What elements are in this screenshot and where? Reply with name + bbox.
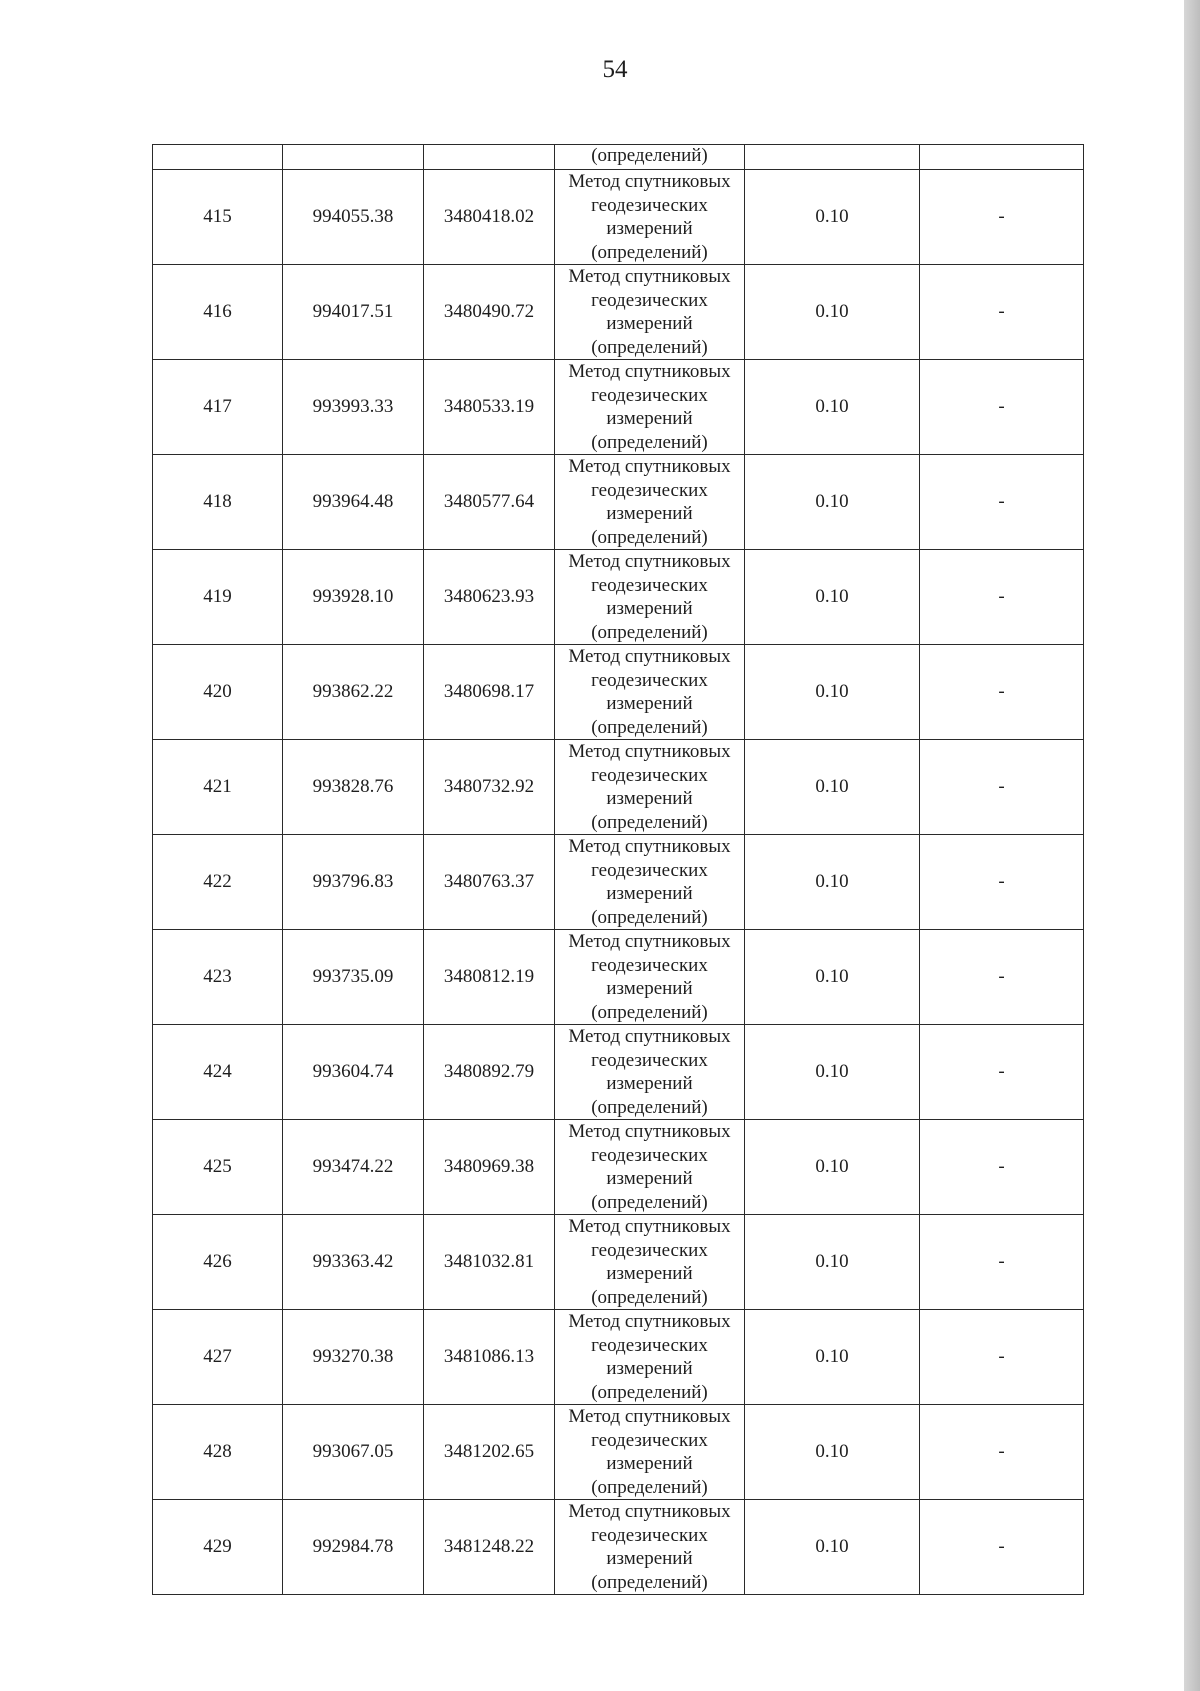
cell-note: - [920,1405,1084,1500]
method-text-line: геодезических [591,764,708,786]
cell-note: - [920,360,1084,455]
table-row [153,835,1084,930]
method-text-line: Метод спутниковых [568,1501,731,1522]
cell-point-number: 425 [153,1120,283,1215]
cell-note: - [920,1215,1084,1310]
method-text-line: геодезических [591,194,708,216]
method-text-line: (определений) [591,1286,708,1308]
method-text-line: (определений) [591,336,708,358]
cell-accuracy: 0.10 [745,1500,920,1595]
method-text-line: измерений [606,1358,693,1379]
cell-accuracy: 0.10 [745,835,920,930]
method-text-line: (определений) [591,1191,708,1213]
method-text-line: (определений) [591,241,708,263]
method-text-line: Метод спутниковых [568,741,731,762]
method-text-line: измерений [606,1548,693,1569]
cell-note: - [920,550,1084,645]
table-row [153,1120,1084,1215]
cell-y-coordinate: 3480892.79 [424,1025,555,1120]
cell-note: - [920,1025,1084,1120]
cell-method: (определений) [555,145,745,170]
cell-x-coordinate: 992984.78 [283,1500,424,1595]
method-text-line: Метод спутниковых [568,1216,731,1237]
method-text-line: геодезических [591,289,708,311]
method-text-line: Метод спутниковых [568,1311,731,1332]
cell-note: - [920,170,1084,265]
table-row [153,740,1084,835]
cell-y-coordinate: 3480533.19 [424,360,555,455]
cell-point-number: 427 [153,1310,283,1405]
method-text-line: Метод спутниковых [568,836,731,857]
cell-point-number: 415 [153,170,283,265]
table-row [153,1405,1084,1500]
method-text-line: геодезических [591,1049,708,1071]
cell-note: - [920,1310,1084,1405]
cell-method [555,645,745,740]
method-text-line: геодезических [591,384,708,406]
table-row [153,1310,1084,1405]
method-text-line: (определений) [591,431,708,453]
cell-method [555,170,745,265]
cell-accuracy: 0.10 [745,930,920,1025]
method-text-line: измерений [606,883,693,904]
method-text-line: измерений [606,1168,693,1189]
method-text-line: Метод спутниковых [568,931,731,952]
cell-accuracy: 0.10 [745,645,920,740]
method-text-line: Метод спутниковых [568,361,731,382]
cell-x-coordinate: 993604.74 [283,1025,424,1120]
cell-x-coordinate: 993067.05 [283,1405,424,1500]
method-text-line: геодезических [591,669,708,691]
cell-accuracy: 0.10 [745,550,920,645]
cell-y-coordinate [424,145,555,170]
method-text-line: измерений [606,408,693,429]
cell-x-coordinate: 993928.10 [283,550,424,645]
cell-point-number: 426 [153,1215,283,1310]
method-text-line: измерений [606,1263,693,1284]
cell-accuracy: 0.10 [745,455,920,550]
cell-x-coordinate: 993862.22 [283,645,424,740]
cell-method [555,1025,745,1120]
method-text-line: (определений) [591,1476,708,1498]
cell-point-number: 418 [153,455,283,550]
cell-accuracy: 0.10 [745,170,920,265]
table-row [153,930,1084,1025]
method-text-line: геодезических [591,1144,708,1166]
cell-accuracy: 0.10 [745,1310,920,1405]
cell-point-number [153,145,283,170]
method-text-line: геодезических [591,1524,708,1546]
method-text-line: (определений) [591,811,708,833]
method-text-line: Метод спутниковых [568,551,731,572]
cell-note: - [920,740,1084,835]
cell-x-coordinate: 993363.42 [283,1215,424,1310]
cell-method [555,265,745,360]
cell-y-coordinate: 3480969.38 [424,1120,555,1215]
cell-point-number: 421 [153,740,283,835]
cell-point-number: 422 [153,835,283,930]
cell-x-coordinate: 993270.38 [283,1310,424,1405]
method-text-line: измерений [606,313,693,334]
method-text-line: (определений) [591,621,708,643]
method-text-line: (определений) [591,526,708,548]
method-text-line: измерений [606,788,693,809]
method-text-line: Метод спутниковых [568,171,731,192]
table-row [153,265,1084,360]
table-row [153,1500,1084,1595]
method-text-line: геодезических [591,479,708,501]
cell-point-number: 419 [153,550,283,645]
cell-point-number: 420 [153,645,283,740]
method-text-line: Метод спутниковых [568,1406,731,1427]
method-text-line: Метод спутниковых [568,1026,731,1047]
cell-x-coordinate: 994017.51 [283,265,424,360]
cell-method [555,1215,745,1310]
cell-x-coordinate: 993993.33 [283,360,424,455]
cell-y-coordinate: 3480812.19 [424,930,555,1025]
method-text-line: измерений [606,218,693,239]
cell-y-coordinate: 3480698.17 [424,645,555,740]
method-text-line: измерений [606,598,693,619]
cell-accuracy: 0.10 [745,265,920,360]
page-number: 54 [602,56,628,83]
method-text-line: измерений [606,693,693,714]
method-text-line: геодезических [591,859,708,881]
cell-method [555,455,745,550]
cell-accuracy: 0.10 [745,360,920,455]
cell-method [555,1405,745,1500]
table-row [153,1025,1084,1120]
cell-x-coordinate: 993828.76 [283,740,424,835]
table-row [153,455,1084,550]
cell-y-coordinate: 3480490.72 [424,265,555,360]
method-text-line: геодезических [591,1334,708,1356]
method-text-line: геодезических [591,1239,708,1261]
method-text-line: Метод спутниковых [568,646,731,667]
table-continuation-row [153,145,1084,170]
method-text-line: (определений) [591,1571,708,1593]
cell-y-coordinate: 3480623.93 [424,550,555,645]
cell-note: - [920,1120,1084,1215]
cell-note: - [920,1500,1084,1595]
method-text-line: Метод спутниковых [568,266,731,287]
cell-y-coordinate: 3481202.65 [424,1405,555,1500]
method-text-line: измерений [606,503,693,524]
method-text-line: (определений) [591,716,708,738]
cell-x-coordinate: 993735.09 [283,930,424,1025]
table-row [153,1215,1084,1310]
method-text-line: измерений [606,1453,693,1474]
cell-x-coordinate: 993796.83 [283,835,424,930]
method-text-line: геодезических [591,1429,708,1451]
cell-y-coordinate: 3480732.92 [424,740,555,835]
cell-method [555,550,745,645]
cell-point-number: 423 [153,930,283,1025]
method-text-line: измерений [606,1073,693,1094]
cell-y-coordinate: 3481086.13 [424,1310,555,1405]
cell-note: - [920,455,1084,550]
method-text-line: измерений [606,978,693,999]
cell-method [555,740,745,835]
cell-y-coordinate: 3481032.81 [424,1215,555,1310]
cell-x-coordinate: 993964.48 [283,455,424,550]
cell-note: - [920,930,1084,1025]
table-row [153,360,1084,455]
cell-x-coordinate: 993474.22 [283,1120,424,1215]
cell-method [555,1120,745,1215]
table-row [153,550,1084,645]
method-text-line: (определений) [591,1096,708,1118]
cell-y-coordinate: 3480763.37 [424,835,555,930]
cell-point-number: 428 [153,1405,283,1500]
method-text-line: геодезических [591,574,708,596]
cell-method [555,930,745,1025]
cell-note [920,145,1084,170]
cell-method [555,835,745,930]
cell-method [555,1310,745,1405]
cell-point-number: 429 [153,1500,283,1595]
method-text-line: Метод спутниковых [568,456,731,477]
table-row [153,170,1084,265]
cell-point-number: 416 [153,265,283,360]
cell-accuracy [745,145,920,170]
cell-x-coordinate: 994055.38 [283,170,424,265]
cell-x-coordinate [283,145,424,170]
cell-accuracy: 0.10 [745,1405,920,1500]
cell-accuracy: 0.10 [745,740,920,835]
cell-accuracy: 0.10 [745,1025,920,1120]
cell-y-coordinate: 3480418.02 [424,170,555,265]
method-text-line: геодезических [591,954,708,976]
cell-note: - [920,265,1084,360]
cell-y-coordinate: 3480577.64 [424,455,555,550]
scan-page-edge [1184,0,1200,1691]
method-text-line: (определений) [591,906,708,928]
cell-accuracy: 0.10 [745,1215,920,1310]
table-row [153,645,1084,740]
cell-point-number: 417 [153,360,283,455]
cell-method [555,1500,745,1595]
cell-method [555,360,745,455]
method-text-line: Метод спутниковых [568,1121,731,1142]
cell-note: - [920,645,1084,740]
cell-note: - [920,835,1084,930]
cell-y-coordinate: 3481248.22 [424,1500,555,1595]
cell-point-number: 424 [153,1025,283,1120]
cell-accuracy: 0.10 [745,1120,920,1215]
method-text-line: (определений) [591,1381,708,1403]
method-text-line: (определений) [591,1001,708,1023]
coordinates-table [152,144,1084,1595]
